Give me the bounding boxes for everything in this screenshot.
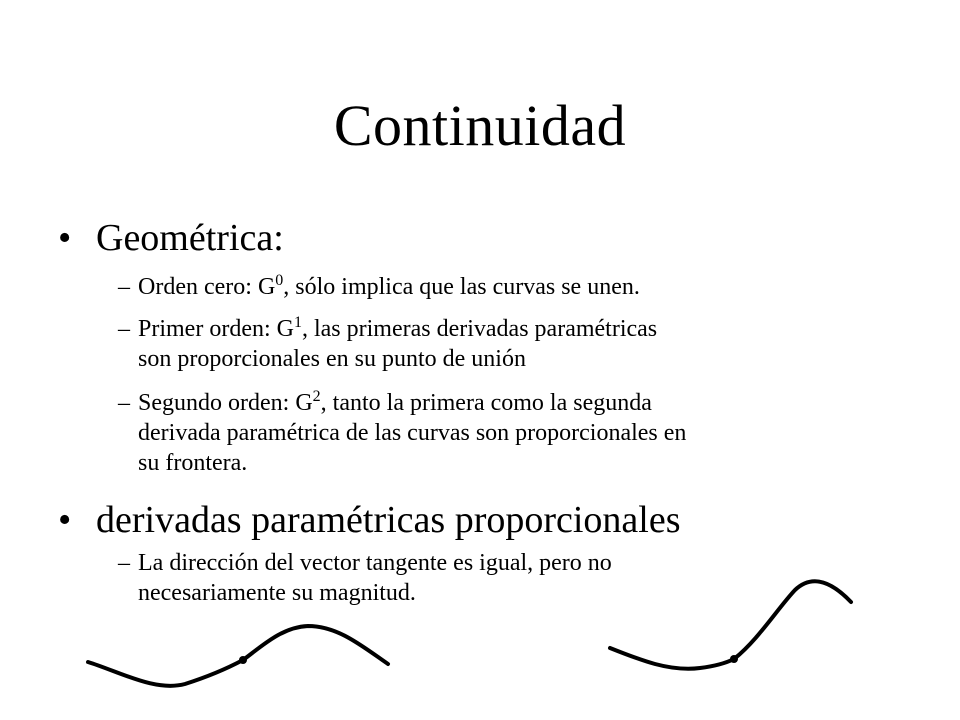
joint-point — [730, 655, 738, 663]
dash-marker: – — [118, 390, 130, 416]
sub-item-line: , sólo implica que las curvas se unen. — [283, 274, 640, 300]
curve-segment-left — [610, 648, 734, 669]
joint-point — [239, 656, 247, 664]
curve-segment-right — [734, 581, 851, 659]
curve-segment-right — [243, 626, 388, 664]
sub-item-prefix: Segundo orden: G — [138, 390, 313, 416]
sub-item-line: su frontera. — [138, 450, 248, 476]
sub-item-prefix: Primer orden: G — [138, 316, 294, 342]
dash-marker: – — [118, 316, 130, 342]
slide-title: Continuidad — [333, 93, 627, 158]
sub-item-line: La dirección del vector tangente es igual, pero no — [138, 550, 612, 576]
bullet-marker: • — [58, 217, 72, 259]
superscript: 0 — [275, 272, 284, 289]
sub-item-line: son proporcionales en su punto de unión — [138, 346, 526, 372]
bullet-marker: • — [58, 499, 72, 541]
sub-item-line: necesariamente su magnitud. — [138, 580, 416, 606]
proportional-tangent-curves — [610, 581, 851, 669]
sub-item-line: derivada paramétrica de las curvas son proporcionales en — [138, 420, 687, 446]
dash-marker: – — [118, 274, 130, 300]
equal-tangent-curves — [88, 626, 388, 686]
superscript: 1 — [293, 314, 302, 331]
dash-marker: – — [118, 550, 130, 576]
sub-item-line: , tanto la primera como la segunda — [320, 390, 652, 416]
sub-item-line: , las primeras derivadas paramétricas — [301, 316, 658, 342]
bullet-text: derivadas paramétricas proporcionales — [96, 499, 681, 541]
curve-segment-left — [88, 660, 243, 686]
bullet-text: Geométrica: — [96, 217, 284, 259]
sub-item-prefix: Orden cero: G — [138, 274, 276, 300]
superscript: 2 — [312, 388, 321, 405]
